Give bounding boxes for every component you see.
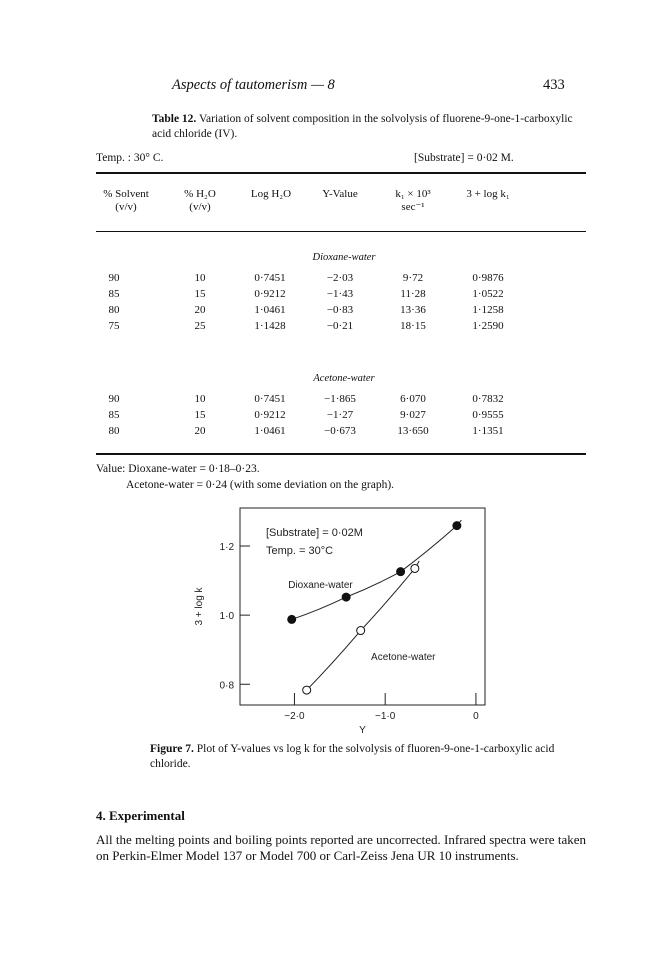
figure-caption-label: Figure 7.	[150, 743, 194, 755]
table-cell: −0·21	[326, 320, 354, 332]
running-title: Aspects of tautomerism — 8	[172, 77, 335, 93]
table-cell: 18·15	[400, 320, 426, 332]
table-caption-label: Table 12.	[152, 113, 197, 125]
table-cell: 80	[108, 304, 120, 316]
table-cell: −1·27	[326, 409, 354, 421]
page-number: 433	[543, 77, 565, 93]
table-caption-text: Variation of solvent composition in the solvolysis of fluorene-9-one-1-carboxylic acid chloride (IV).	[152, 113, 573, 140]
table-cell: 10	[194, 393, 206, 405]
table-cell: −0·83	[326, 304, 354, 316]
table-temp: Temp. : 30° C.	[96, 152, 164, 164]
series-label: Acetone-water	[371, 651, 436, 663]
table-cell: 0·9212	[254, 409, 286, 421]
table-cell: 9·027	[400, 409, 426, 421]
table-cell: 0·7832	[472, 393, 504, 405]
column-header-line2: (v/v)	[115, 201, 137, 213]
figure-7-chart	[150, 500, 520, 740]
table-cell: 10	[194, 272, 206, 284]
column-header-line1: % Solvent	[103, 188, 149, 200]
column-header-line2: (v/v)	[189, 201, 211, 213]
table-footnote-1: Value: Dioxane-water = 0·18–0·23.	[96, 463, 260, 475]
table-section-label: Dioxane-water	[312, 252, 376, 263]
column-header	[448, 188, 528, 201]
x-tick-label: −2·0	[284, 711, 305, 722]
table-cell: −0·673	[324, 425, 356, 437]
table-cell: 15	[194, 288, 206, 300]
figure-caption-text: Plot of Y-values vs log k for the solvolysis of fluoren-9-one-1-carboxylic acid chloride.	[150, 743, 555, 770]
data-point	[397, 568, 405, 576]
data-point	[288, 615, 296, 623]
x-tick-label: −1·0	[375, 711, 396, 722]
table-cell: −2·03	[326, 272, 354, 284]
column-header	[96, 188, 156, 214]
table-cell: 1·2590	[472, 320, 504, 332]
table-cell: 0·7451	[254, 272, 286, 284]
data-point	[411, 564, 419, 572]
column-header	[170, 188, 230, 214]
table-cell: 25	[194, 320, 206, 332]
column-header	[300, 188, 380, 201]
data-point	[342, 593, 350, 601]
column-header	[240, 188, 302, 201]
table-cell: 1·1351	[472, 425, 504, 437]
table-cell: 0·7451	[254, 393, 286, 405]
column-header-line1: 3 + log k₁	[466, 188, 510, 200]
table-section-label: Acetone-water	[313, 373, 375, 384]
table-cell: −1·865	[324, 393, 356, 405]
table-bottom-rule	[96, 453, 586, 455]
table-top-rule	[96, 172, 586, 174]
table-cell: 20	[194, 304, 206, 316]
column-header-line2: sec⁻¹	[401, 201, 425, 213]
table-cell: 85	[108, 409, 120, 421]
table-cell: −1·43	[326, 288, 354, 300]
table-cell: 13·36	[400, 304, 426, 316]
table-cell: 75	[108, 320, 120, 332]
data-point	[303, 686, 311, 694]
table-cell: 90	[108, 272, 120, 284]
table-cell: 15	[194, 409, 206, 421]
table-cell: 85	[108, 288, 120, 300]
table-cell: 1·0461	[254, 425, 286, 437]
column-header-line1: k₁ × 10³	[395, 188, 431, 200]
x-tick-label: 0	[473, 711, 479, 722]
column-header-line1: % H₂O	[184, 188, 216, 200]
table-footnote-2: Acetone-water = 0·24 (with some deviation on the graph).	[126, 479, 395, 491]
section-body: All the melting points and boiling points reported are uncorrected. Infrared spectra were taken on Perkin-Elmer Model 137 or Model 700 or Carl-Zeiss Jena UR 10 instruments.	[96, 832, 586, 863]
section-title: 4. Experimental	[96, 808, 185, 823]
table-cell: 0·9555	[472, 409, 504, 421]
table-cell: 80	[108, 425, 120, 437]
column-header-line1: Log H₂O	[250, 188, 292, 200]
table-cell: 1·1258	[472, 304, 504, 316]
table-cell: 11·28	[400, 288, 426, 300]
y-tick-label: 1·0	[219, 611, 234, 623]
chart-annotation: Temp. = 30°C	[266, 545, 334, 557]
figure-caption	[150, 742, 590, 772]
table-caption	[152, 112, 586, 142]
table-cell: 6·070	[400, 393, 426, 405]
y-axis-label: 3 + log k	[194, 587, 205, 626]
data-point	[453, 522, 461, 530]
table-cell: 20	[194, 425, 206, 437]
table-cell: 90	[108, 393, 120, 405]
chart-annotation: [Substrate] = 0·02M	[266, 527, 363, 539]
y-tick-label: 1·2	[219, 542, 234, 554]
table-cell: 1·1428	[254, 320, 286, 332]
table-cell: 1·0522	[472, 288, 504, 300]
table-cell: 0·9212	[254, 288, 286, 300]
x-axis-label: Y	[359, 725, 366, 736]
series-label: Dioxane-water	[288, 579, 353, 591]
table-cell: 1·0461	[254, 304, 286, 316]
table-cell: 0·9876	[472, 272, 504, 284]
table-cell: 9·72	[402, 272, 424, 284]
table-header-rule	[96, 231, 586, 232]
table-substrate: [Substrate] = 0·02 M.	[414, 152, 514, 164]
column-header-line1: Y-Value	[322, 188, 358, 200]
y-tick-label: 0·8	[219, 680, 234, 692]
column-header	[378, 188, 448, 214]
table-cell: 13·650	[397, 425, 429, 437]
data-point	[357, 627, 365, 635]
